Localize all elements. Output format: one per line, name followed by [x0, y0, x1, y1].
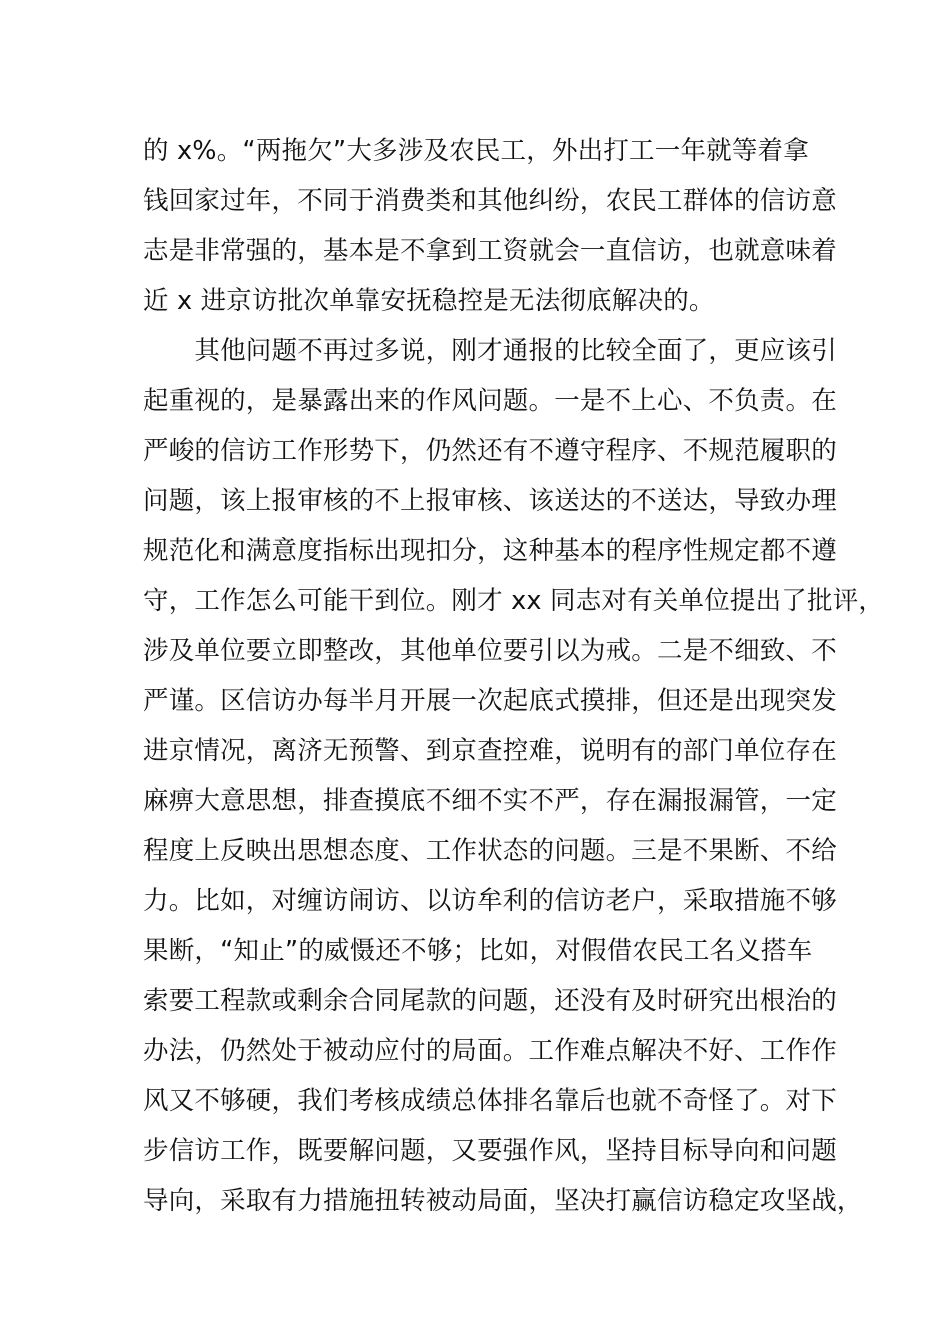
text-line: 严峻的信访工作形势下，仍然还有不遵守程序、不规范履职的 [143, 436, 837, 466]
text-line: 近 x 进京访批次单靠安抚稳控是无法彻底解决的。 [143, 286, 715, 316]
text-line: 步信访工作，既要解问题，又要强作风，坚持目标导向和问题 [143, 1136, 837, 1166]
text-line: 风又不够硬，我们考核成绩总体排名靠后也就不奇怪了。对下 [143, 1086, 837, 1116]
text-line: 办法，仍然处于被动应付的局面。工作难点解决不好、工作作 [143, 1036, 837, 1066]
text-line: 规范化和满意度指标出现扣分，这种基本的程序性规定都不遵 [143, 536, 837, 566]
text-line: 果断，“知止”的威慑还不够；比如，对假借农民工名义搭车 [143, 936, 813, 966]
text-line: 守，工作怎么可能干到位。刚才 xx 同志对有关单位提出了批评， [143, 586, 885, 616]
body-text [143, 126, 885, 1226]
text-line: 的 x%。“两拖欠”大多涉及农民工，外出打工一年就等着拿 [143, 136, 809, 166]
text-line: 涉及单位要立即整改，其他单位要引以为戒。二是不细致、不 [143, 636, 837, 666]
text-line: 索要工程款或剩余合同尾款的问题，还没有及时研究出根治的 [143, 986, 837, 1016]
text-line: 志是非常强的，基本是不拿到工资就会一直信访，也就意味着 [143, 236, 837, 266]
text-line: 导向，采取有力措施扭转被动局面，坚决打赢信访稳定攻坚战， [143, 1186, 863, 1216]
text-line: 进京情况，离济无预警、到京查控难，说明有的部门单位存在 [143, 736, 837, 766]
text-line: 力。比如，对缠访闹访、以访牟利的信访老户，采取措施不够 [143, 886, 837, 916]
text-line: 其他问题不再过多说，刚才通报的比较全面了，更应该引 [143, 336, 837, 366]
text-line: 问题，该上报审核的不上报审核、该送达的不送达，导致办理 [143, 486, 837, 516]
text-line: 麻痹大意思想，排查摸底不细不实不严，存在漏报漏管，一定 [143, 786, 837, 816]
text-line: 严谨。区信访办每半月开展一次起底式摸排，但还是出现突发 [143, 686, 837, 716]
text-line: 钱回家过年，不同于消费类和其他纠纷，农民工群体的信访意 [143, 186, 837, 216]
text-line: 起重视的，是暴露出来的作风问题。一是不上心、不负责。在 [143, 386, 837, 416]
text-line: 程度上反映出思想态度、工作状态的问题。三是不果断、不给 [143, 836, 837, 866]
